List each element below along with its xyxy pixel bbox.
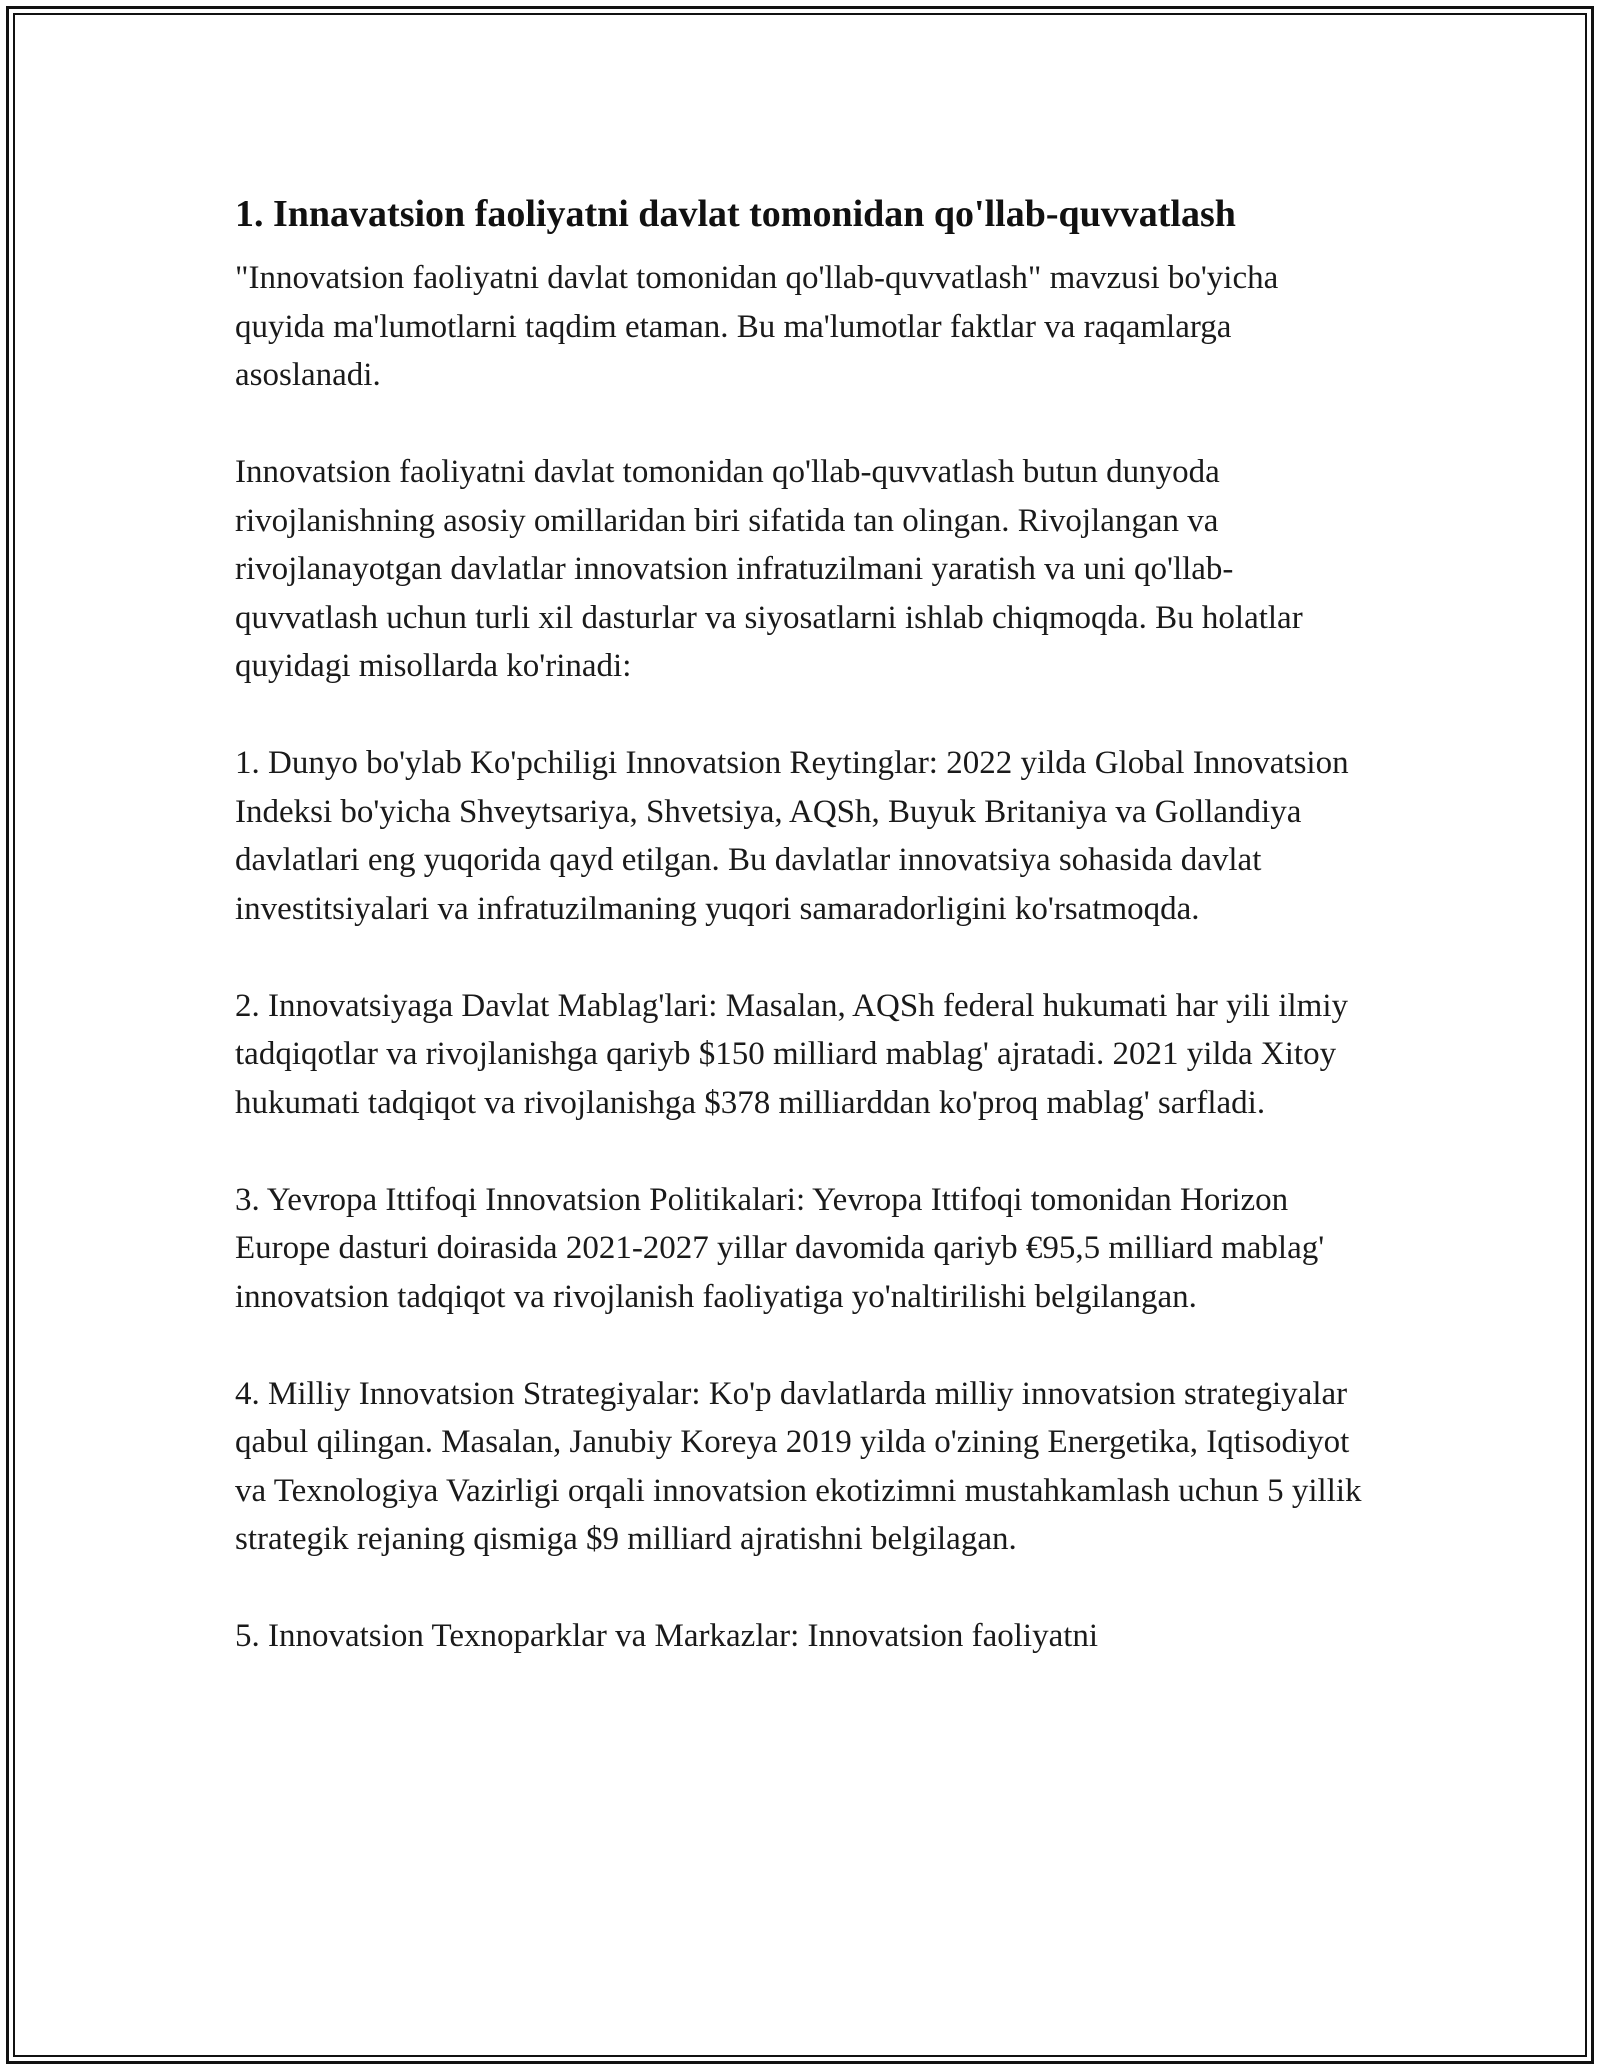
list-item-1-rankings: 1. Dunyo bo'ylab Ko'pchiligi Innovatsion Reytinglar: 2022 yilda Global Innovatsion Indeksi bo'yicha Shveytsariya, Shvetsiya, AQSh, Buyuk Britaniya va Gollandiya davlatlari eng yuqorida qayd etilgan. Bu davlatlar innovatsiya sohasida davlat investitsiyalari va infratuzilmaning yuqori samaradorligini ko'rsatmoqda. [235, 745, 1349, 927]
list-item-3-eu-policies: 3. Yevropa Ittifoqi Innovatsion Politikalari: Yevropa Ittifoqi tomonidan Horizon Europe dasturi doirasida 2021-2027 yillar davomida qariyb €95,5 milliard mablag' innovatsion tadqiqot va rivojlanish faoliyatiga yo'naltirilishi belgilangan. [235, 1181, 1325, 1315]
intro-paragraph: "Innovatsion faoliyatni davlat tomonidan qo'llab-quvvatlash" mavzusi bo'yicha quyida ma'lumotlarni taqdim etaman. Bu ma'lumotlar faktlar va raqamlarga asoslanadi. [235, 260, 1279, 393]
document-body [235, 180, 1375, 1709]
list-item-5-technoparks: 5. Innovatsion Texnoparklar va Markazlar: Innovatsion faoliyatni [235, 1618, 1099, 1654]
overview-paragraph: Innovatsion faoliyatni davlat tomonidan qo'llab-quvvatlash butun dunyoda rivojlanishning asosiy omillaridan biri sifatida tan olingan. Rivojlangan va rivojlanayotgan davlatlar innovatsion infratuzilmani yaratish va uni qo'llab-quvvatlash uchun turli xil dasturlar va siyosatlarni ishlab chiqmoqda. Bu holatlar quyidagi misollarda ko'rinadi: [235, 454, 1303, 684]
list-item-4-national-strategies: 4. Milliy Innovatsion Strategiyalar: Ko'p davlatlarda milliy innovatsion strategiyalar qabul qilingan. Masalan, Janubiy Koreya 2019 yilda o'zining Energetika, Iqtisodiyot va Texnologiya Vazirligi orqali innovatsion ekotizimni mustahkamlash uchun 5 yillik strategik rejaning qismiga $9 milliard ajratishni belgilagan. [235, 1375, 1362, 1557]
document-title: 1. Innavatsion faoliyatni davlat tomonidan qo'llab-quvvatlash [235, 193, 1236, 235]
list-item-2-state-funding: 2. Innovatsiyaga Davlat Mablag'lari: Masalan, AQSh federal hukumati har yili ilmiy tadqiqotlar va rivojlanishga qariyb $150 milliard mablag' ajratadi. 2021 yilda Xitoy hukumati tadqiqot va rivojlanishga $378 milliarddan ko'proq mablag' sarfladi. [235, 987, 1349, 1121]
